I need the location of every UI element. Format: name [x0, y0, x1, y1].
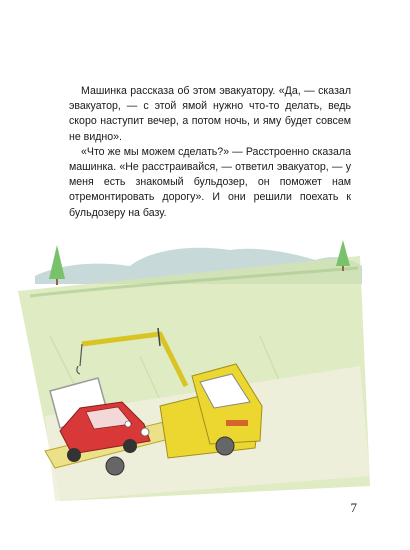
tow-truck-illustration	[0, 236, 410, 516]
story-text	[69, 84, 351, 221]
car-headlight	[141, 428, 149, 436]
tree-left	[49, 245, 65, 285]
page-number: 7	[350, 500, 357, 515]
truck-wheel-rear	[106, 457, 124, 475]
story-paragraph-1: Машинка рассказа об этом эвакуатору. «Да, — сказал эвакуатор, — с этой ямой нужно что-то делать, ведь скоро наступит вечер, а потом ночь, и яму будет совсем не видно».	[69, 85, 351, 143]
car-wheel-front	[123, 439, 137, 453]
truck-wheel-front	[216, 437, 234, 455]
story-paragraph-2: «Что же мы можем сделать?» — Расстроенно сказала машинка. «Не расстраивайся, — ответил эвакуатор, — у меня есть знакомый бульдозер, он поможет нам отремонтировать дорогу». И они решили поехать к бульдозеру на базу.	[69, 145, 351, 219]
car-wheel-rear	[67, 448, 81, 462]
